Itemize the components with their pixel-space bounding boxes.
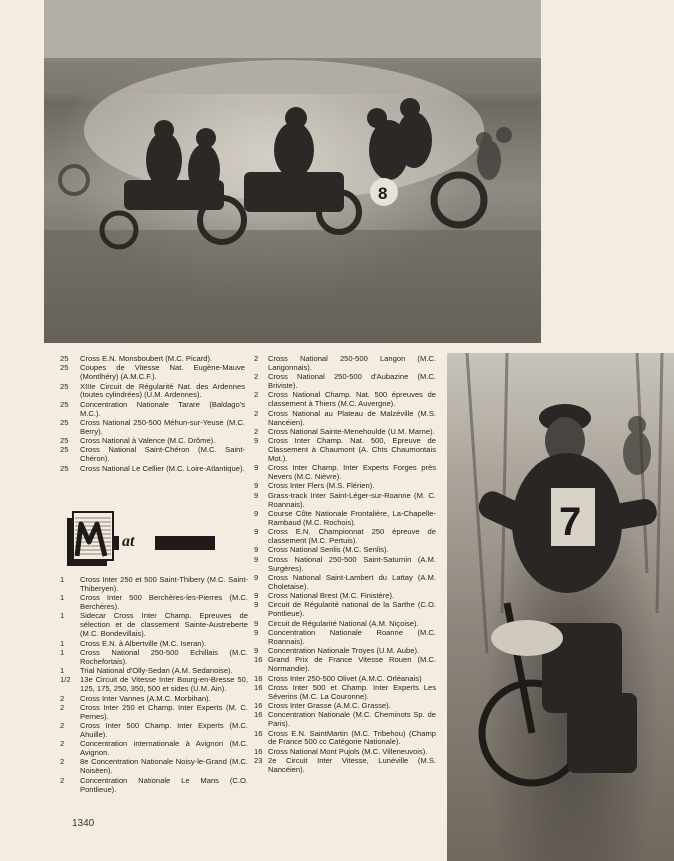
- entry-date: 25: [60, 463, 69, 473]
- calendar-entry: [254, 373, 436, 391]
- entry-text: 8e Concentration Nationale Noisy-le-Grand (M.C. Noisëen).: [80, 757, 248, 776]
- entry-text: Circuit de Régularité national de la Sarthe (C.O. Pontlieue).: [268, 600, 436, 619]
- entry-text: Cross Inter 500 Champ. Inter Experts (M.C. Ahuille).: [80, 721, 248, 739]
- calendar-entry: [254, 546, 436, 555]
- entry-date: 25: [60, 363, 69, 373]
- entry-text: Cross National au Plateau de Malzéville (M.S. Nancéien).: [268, 408, 436, 427]
- entry-text: Sidecar Cross Inter Champ. Epreuves de sélection et de classement Sainte-Austreberte (M.C. Bondevillais).: [80, 611, 248, 639]
- entry-date: 25: [60, 399, 69, 409]
- calendar-entry: [254, 482, 436, 491]
- entry-date: 2: [254, 426, 259, 436]
- entry-text: Concentration Nationale Tarare (Baldago's M.C.).: [80, 399, 245, 418]
- calendar-entry: [254, 757, 436, 775]
- entry-date: 16: [254, 682, 263, 692]
- calendar-entry: [254, 730, 436, 748]
- entry-text: Cross E.N. à Albertville (M.C. Iseran).: [80, 638, 207, 648]
- entry-date: 2: [60, 721, 65, 731]
- calendar-entry: [60, 777, 248, 795]
- entry-text: Cross National Mont Pujols (M.C. Villeneuvois).: [268, 746, 428, 756]
- entry-text: Cross Inter Grasse (A.M.C. Grasse).: [268, 701, 391, 711]
- entry-text: Cross Inter 250 et 500 Saint-Thibery (M.C. Saint-Thiberyen).: [80, 575, 248, 593]
- entry-date: 9: [254, 618, 259, 628]
- calendar-entry: [60, 722, 248, 740]
- entry-date: 9: [254, 591, 259, 601]
- entry-date: 9: [254, 463, 259, 473]
- entry-date: 23: [254, 756, 263, 766]
- calendar-entry: [254, 410, 436, 428]
- photo-trial-rider-illustration: [447, 353, 674, 861]
- calendar-entry: [60, 612, 248, 639]
- calendar-column-1-upper: [60, 355, 245, 474]
- entry-text: Concentration internationale à Avignon (M.C. Avignon.: [80, 739, 248, 758]
- calendar-entry: [254, 510, 436, 528]
- entry-date: 16: [254, 710, 263, 720]
- entry-text: Concentration Nationale Roanne (M.C. Roannais).: [268, 627, 436, 646]
- entry-date: 1: [60, 647, 65, 657]
- entry-text: Cross Inter 500 Berchères-les-Pierres (M.C. Berchères).: [80, 593, 248, 612]
- calendar-column-1-lower: [60, 576, 248, 795]
- entry-date: 2: [60, 739, 65, 749]
- entry-date: 2: [254, 372, 259, 382]
- entry-text: 13e Circuit de Vitesse Inter Bourg-en-Bresse 50, 125, 175, 250, 350, 500 et sides (U.M. Ain).: [80, 675, 248, 694]
- calendar-entry: [60, 364, 245, 382]
- entry-date: 1: [60, 666, 65, 676]
- calendar-entry: [60, 649, 248, 667]
- entry-date: 1/2: [60, 675, 71, 685]
- calendar-entry: [254, 574, 436, 592]
- entry-text: Cross E.N. SaintMartin (M.C. Tribehou) (Champ de France 500 cc Catégorie Nationale).: [268, 728, 436, 747]
- entry-text: Cross National Brest (M.C. Finistère).: [268, 591, 395, 601]
- entry-text: Cross Inter 500 et Champ. Inter Experts Les Séverins (M.C. La Couronne).: [268, 682, 436, 701]
- entry-text: Cross Inter Champ. Inter Experts Forges près Nevers (M.C. Nièvre).: [268, 463, 436, 482]
- entry-date: 2: [254, 408, 259, 418]
- entry-date: 16: [254, 746, 263, 756]
- calendar-column-2: [254, 355, 436, 775]
- entry-date: 1: [60, 638, 65, 648]
- logo-text: at: [122, 533, 135, 550]
- entry-text: Grand Prix de France Vitesse Rouen (M.C. Normandie).: [268, 655, 436, 674]
- page-number: 1340: [72, 818, 95, 829]
- entry-text: Cross E.N. Monsboubert (M.C. Picard).: [80, 354, 213, 363]
- entry-text: Cross Inter Vannes (A.M.C. Morbihan).: [80, 693, 211, 703]
- entry-date: 9: [254, 545, 259, 555]
- entry-date: 9: [254, 527, 259, 537]
- calendar-entry: [60, 594, 248, 612]
- calendar-entry: [60, 758, 248, 776]
- entry-date: 9: [254, 600, 259, 610]
- entry-date: 2: [254, 354, 259, 363]
- entry-date: 25: [60, 417, 69, 427]
- entry-text: XIIIe Circuit de Régularité Nat. des Ardennes (toutes cylindrées) (U.M. Ardennes).: [80, 381, 245, 400]
- entry-text: Circuit de Régularité National (A.M. Niçoise).: [268, 618, 419, 628]
- calendar-entry: [254, 437, 436, 464]
- entry-date: 1: [60, 575, 65, 584]
- calendar-entry: [60, 401, 245, 419]
- entry-date: 9: [254, 508, 259, 518]
- section-logo-mat: [65, 508, 217, 570]
- entry-text: Cross National 250-500 Méhun-sur-Yeuse (M.C. Berry).: [80, 417, 245, 436]
- calendar-entry: [254, 601, 436, 619]
- entry-date: 9: [254, 490, 259, 500]
- entry-date: 2: [60, 693, 65, 703]
- sidecar-number: 8: [378, 184, 388, 203]
- entry-text: Cross National 250-500 Langon (M.C. Langonnais).: [268, 354, 436, 372]
- calendar-entry: [60, 740, 248, 758]
- entry-text: Cross National 250-500 Echillais (M.C. Rochefortais).: [80, 647, 248, 666]
- calendar-entry: [60, 465, 245, 474]
- entry-text: Cross National Champ. Nat. 500 épreuves de classement à Thiers (M.C. Auvergne).: [268, 390, 436, 409]
- entry-text: Cross National Sainte-Menehoulde (U.M. Marne).: [268, 426, 435, 436]
- entry-text: Concentration Nationale Troyes (U.M. Aube).: [268, 646, 420, 656]
- entry-text: Concentration Nationale (M.C. Cheminots Sp. de Paris).: [268, 710, 436, 729]
- entry-date: 25: [60, 445, 69, 455]
- entry-text: Cross National 250-500 d'Aubazine (M.C. Briviste).: [268, 372, 436, 391]
- entry-date: 25: [60, 381, 69, 391]
- entry-date: 16: [254, 701, 263, 711]
- entry-text: Concentration Nationale Le Mans (C.O. Pontlieue).: [80, 775, 248, 794]
- calendar-entry: [254, 711, 436, 729]
- calendar-entry: [254, 528, 436, 546]
- calendar-entry: [60, 704, 248, 722]
- entry-text: Cross E.N. Championnat 250 épreuve de classement (M.C. Pertuis).: [268, 527, 436, 546]
- calendar-entry: [60, 576, 248, 594]
- calendar-entry: [254, 556, 436, 574]
- entry-text: 2e Circuit Inter Vitesse, Lunéville (M.S. Nancéien).: [268, 756, 436, 774]
- entry-date: 9: [254, 627, 259, 637]
- calendar-entry: [254, 464, 436, 482]
- calendar-entry: [254, 684, 436, 702]
- entry-text: Cross Inter Champ. Nat. 500, Epreuve de Classement à Chaumont (A. Chts Chaumontais Mot.).: [268, 436, 436, 463]
- entry-text: Cross National Senlis (M.C. Senlis).: [268, 545, 389, 555]
- entry-date: 2: [60, 702, 65, 712]
- entry-date: 25: [60, 436, 69, 446]
- entry-text: Cross National Le Cellier (M.C. Loire-Atlantique).: [80, 463, 245, 473]
- calendar-entry: [254, 656, 436, 674]
- mat-logo-graphic: [65, 508, 217, 570]
- entry-date: 25: [60, 354, 69, 363]
- entry-date: 9: [254, 572, 259, 582]
- entry-date: 9: [254, 646, 259, 656]
- entry-text: Cross National 250-500 Saint-Saturnin (A.M. Surgères).: [268, 554, 436, 573]
- entry-text: Cross Inter Flers (M.S. Flérien).: [268, 481, 375, 491]
- entry-text: Coupes de Vitesse Nat. Eugène-Mauve (Montlhéry) (A.M.C.F.).: [80, 363, 245, 382]
- calendar-entry: [60, 383, 245, 401]
- entry-text: Cross Inter 250 et Champ. Inter Experts (M. C. Pernes).: [80, 702, 248, 721]
- photo-trial-rider: [447, 353, 674, 861]
- photo-sidecar-race: [44, 0, 541, 343]
- calendar-entry: [60, 446, 245, 464]
- calendar-entry: [254, 355, 436, 373]
- entry-date: 9: [254, 436, 259, 446]
- entry-date: 9: [254, 481, 259, 491]
- rider-number: 7: [559, 500, 582, 544]
- entry-text: Course Côte Nationale Frontalière, La-Chapelle-Rambaud (M.C. Rochois).: [268, 508, 436, 527]
- calendar-entry: [254, 492, 436, 510]
- entry-date: 2: [60, 757, 65, 767]
- entry-text: Cross Inter 250-500 Olivet (A.M.C. Orléanais): [268, 673, 422, 683]
- entry-text: Trial National d'Olly-Sedan (A.M. Sedanoise).: [80, 666, 233, 676]
- entry-text: Cross National Saint-Chéron (M.C. Saint-Chéron).: [80, 445, 245, 464]
- entry-date: 1: [60, 593, 65, 603]
- photo-sidecar-race-illustration: [44, 0, 541, 343]
- entry-date: 1: [60, 611, 65, 621]
- entry-date: 16: [254, 673, 263, 683]
- entry-text: Cross National Saint-Lambert du Lattay (A.M. Choletaise).: [268, 572, 436, 591]
- calendar-entry: [60, 676, 248, 694]
- calendar-entry: [254, 391, 436, 409]
- entry-date: 2: [254, 390, 259, 400]
- entry-text: Grass-track Inter Saint-Léger-sur-Roanne (M. C. Roannais).: [268, 490, 436, 509]
- entry-date: 9: [254, 554, 259, 564]
- entry-date: 16: [254, 655, 263, 665]
- entry-date: 2: [60, 775, 65, 785]
- calendar-entry: [60, 419, 245, 437]
- entry-date: 16: [254, 728, 263, 738]
- entry-text: Cross National à Valence (M.C. Drôme).: [80, 436, 216, 446]
- calendar-entry: [254, 629, 436, 647]
